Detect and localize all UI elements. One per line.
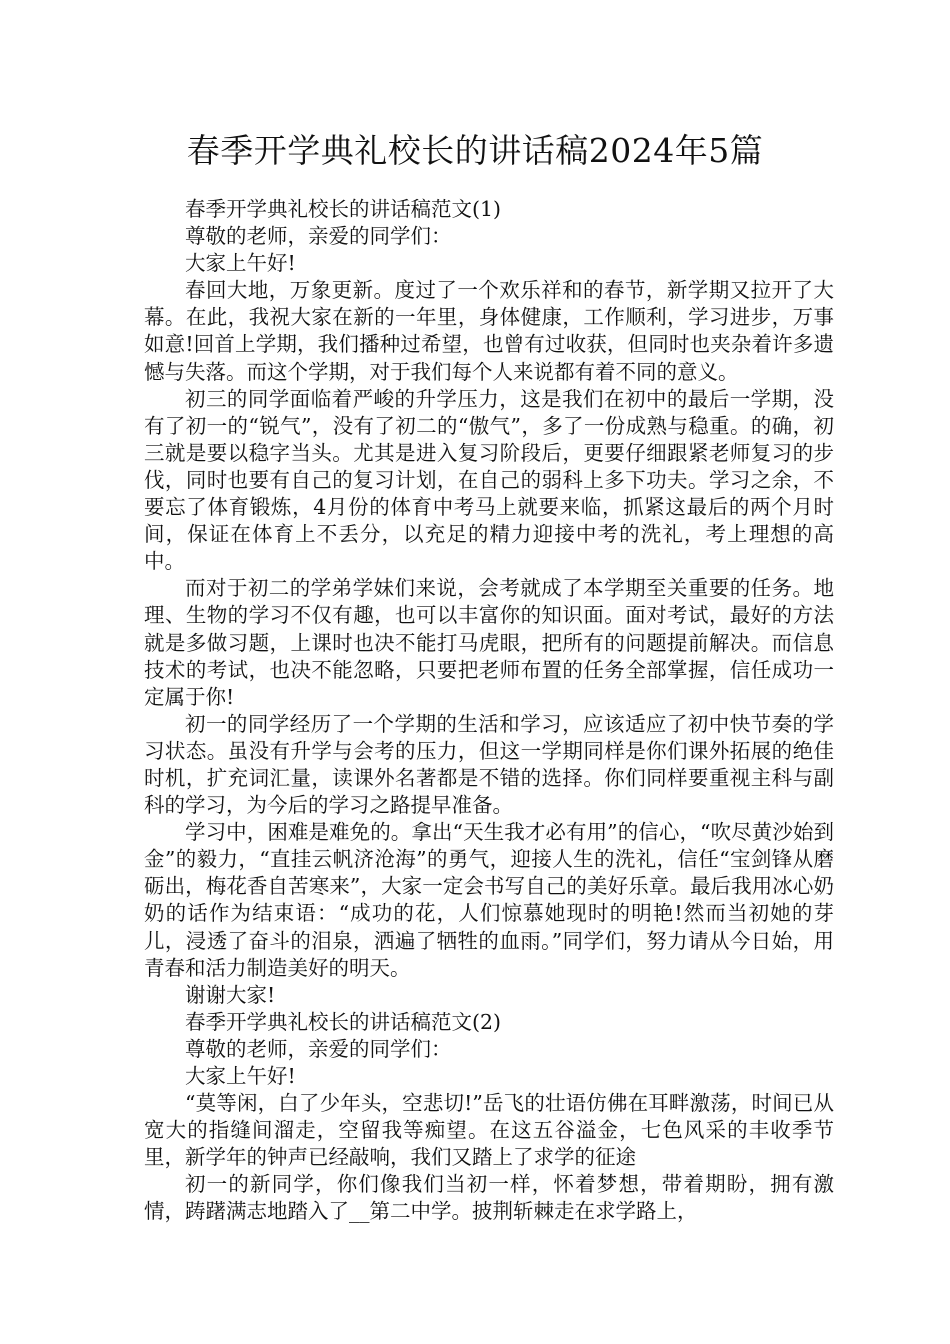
paragraph: 初一的新同学，你们像我们当初一样，怀着梦想，带着期盼，拥有激情，踌躇满志地踏入了__第二中学。披荆斩棘走在求学路上， <box>144 1172 834 1224</box>
paragraph: 而对于初二的学弟学妹们来说，会考就成了本学期至关重要的任务。地理、生物的学习不仅有趣，也可以丰富你的知识面。面对考试，最好的方法就是多做习题，上课时也决不能打马虎眼，把所有的问题提前解决。而信息技术的考试，也决不能忽略，只要把老师布置的任务全部掌握，信任成功一定属于你! <box>144 576 834 709</box>
section-heading: 春季开学典礼校长的讲话稿范文(1) <box>185 197 502 221</box>
greeting: 大家上午好! <box>185 1064 296 1088</box>
salutation: 尊敬的老师，亲爱的同学们： <box>185 1036 452 1061</box>
salutation: 尊敬的老师，亲爱的同学们： <box>185 224 452 249</box>
section-heading: 春季开学典礼校长的讲话稿范文(2) <box>185 1009 502 1034</box>
paragraph: 春回大地，万象更新。度过了一个欢乐祥和的春节，新学期又拉开了大幕。在此，我祝大家在新的一年里，身体健康，工作顺利，学习进步，万事如意!回首上学期，我们播种过希望，也曾有过收获，但同时也夹杂着许多遗憾与失落。而这个学期，对于我们每个人来说都有着不同的意义。 <box>144 278 834 384</box>
document-body <box>144 196 834 1226</box>
paragraph: 初一的同学经历了一个学期的生活和学习，应该适应了初中快节奏的学习状态。虽没有升学与会考的压力，但这一学期同样是你们课外拓展的绝佳时机，扩充词汇量，读课外名著都是不错的选择。你们同样要重视主科与副科的学习，为今后的学习之路提早准备。 <box>144 711 834 818</box>
paragraph: “莫等闲，白了少年头，空悲切!”岳飞的壮语仿佛在耳畔激荡，时间已从宽大的指缝间溜走，空留我等痴望。在这五谷溢金，七色风采的丰收季节里，新学年的钟声已经敲响，我们又踏上了求学的征途 <box>144 1091 834 1170</box>
document-title: 春季开学典礼校长的讲话稿2024年5篇 <box>186 131 764 170</box>
closing: 谢谢大家! <box>185 982 276 1007</box>
greeting: 大家上午好! <box>185 251 296 276</box>
paragraph: 学习中，困难是难免的。拿出“天生我才必有用”的信心，“吹尽黄沙始到金”的毅力，“直挂云帆济沧海”的勇气，迎接人生的洗礼，信任“宝剑锋从磨砺出，梅花香自苦寒来”，大家一定会书写自己的美好乐章。最后我用冰心奶奶的话作为结束语：“成功的花，人们惊慕她现时的明艳!然而当初她的芽儿，浸透了奋斗的泪泉，洒遍了牺牲的血雨。”同学们，努力请从今日始，用青春和活力制造美好的明天。 <box>144 820 834 980</box>
paragraph: 初三的同学面临着严峻的升学压力，这是我们在初中的最后一学期，没有了初一的“锐气”，没有了初二的“傲气”，多了一份成熟与稳重。的确，初三就是要以稳字当头。尤其是进入复习阶段后，更要仔细跟紧老师复习的步伐，同时也要有自己的复习计划，在自己的弱科上多下功夫。学习之余，不要忘了体育锻炼，4月份的体育中考马上就要来临，抓紧这最后的两个月时间，保证在体育上不丢分，以充足的精力迎接中考的洗礼，考上理想的高中。 <box>144 386 834 574</box>
